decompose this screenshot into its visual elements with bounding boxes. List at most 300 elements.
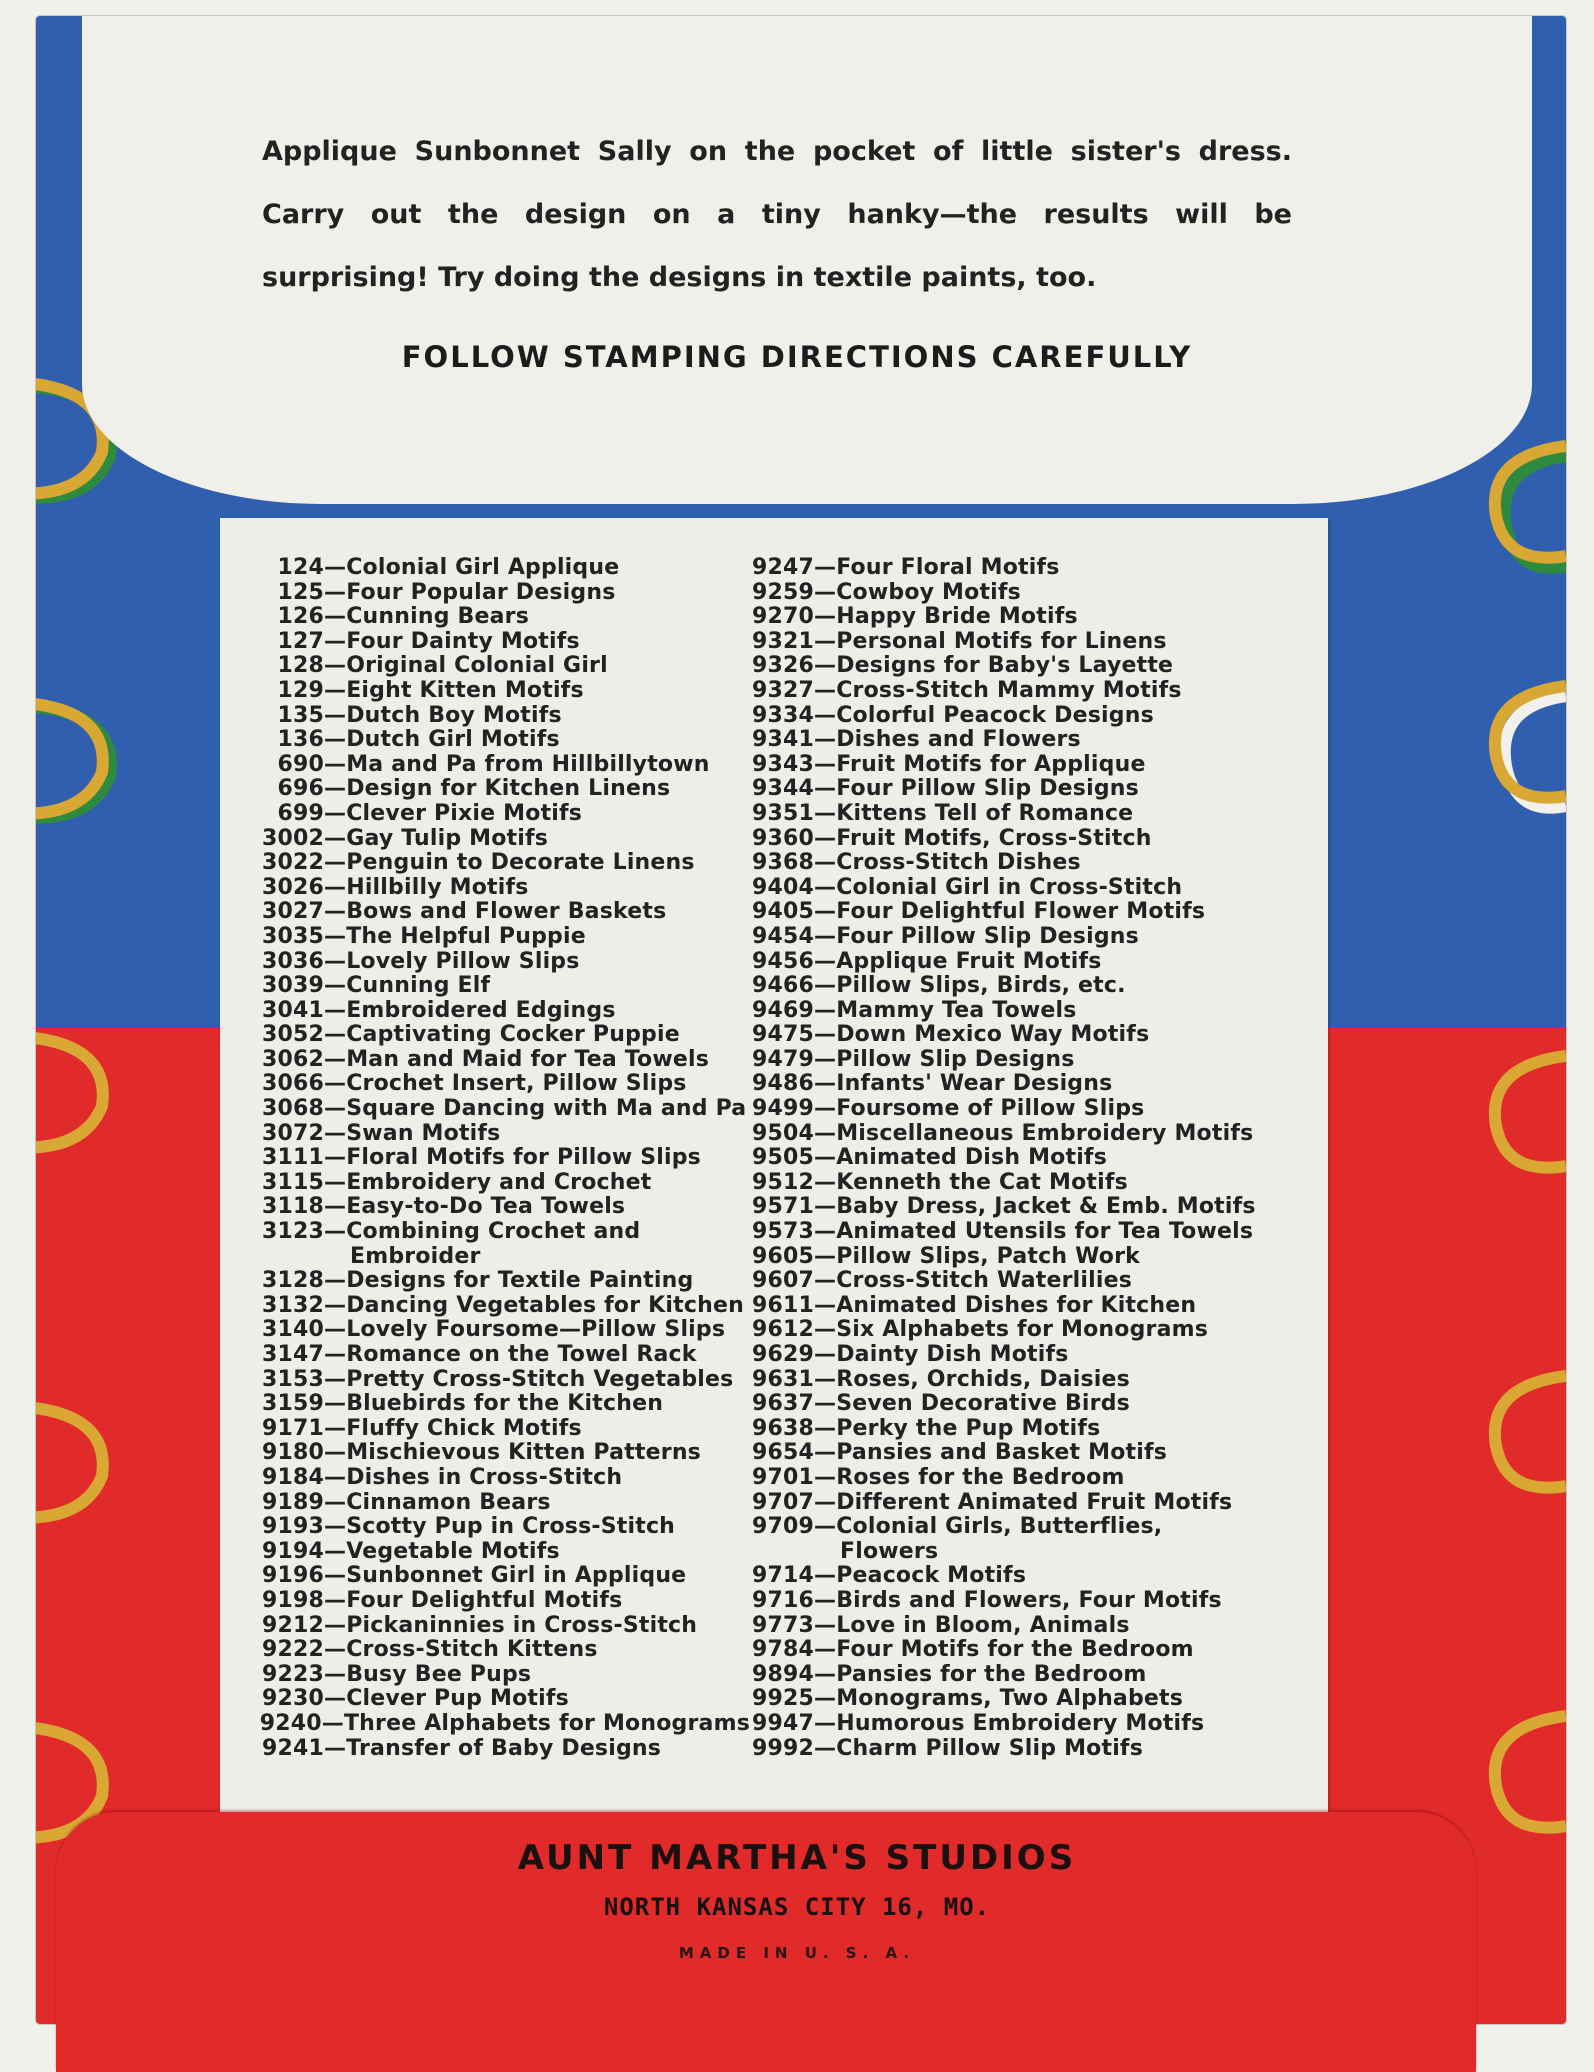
pattern-list-item-continuation [250, 1245, 750, 1270]
dash-separator: — [814, 604, 837, 630]
pattern-list-item [250, 1589, 750, 1614]
pattern-number: 3026 [261, 874, 324, 900]
pattern-list-insert [220, 518, 1328, 1820]
pattern-list-item [250, 1417, 750, 1442]
pattern-list-item [250, 1638, 750, 1663]
pattern-list-item [740, 605, 1310, 630]
pattern-title-continuation: Embroider [350, 1243, 481, 1269]
pattern-title: Designs for Textile Painting [346, 1268, 694, 1294]
dash-separator: — [814, 1464, 837, 1490]
dash-separator: — [324, 1022, 347, 1048]
pattern-list-item [250, 605, 750, 630]
dash-separator: — [324, 1464, 347, 1490]
pattern-list-item [740, 1072, 1310, 1097]
pattern-number: 9611 [751, 1292, 814, 1318]
pattern-list-item [250, 1048, 750, 1073]
pattern-list-item [740, 950, 1310, 975]
dash-separator: — [814, 579, 837, 605]
dash-separator: — [814, 1391, 837, 1417]
dash-separator: — [324, 702, 347, 728]
pattern-title: Cross-Stitch Waterlilies [836, 1268, 1133, 1294]
pattern-title: Hillbilly Motifs [346, 874, 529, 900]
pattern-list-item [250, 777, 750, 802]
pattern-list-item [740, 974, 1310, 999]
flap-instructions: Applique Sunbonnet Sally on the pocket of little sister's dress. Carry out the design on a tiny hanky—the results will be surprising! Try doing the designs in textile paints, too. [262, 136, 1292, 293]
dash-separator: — [324, 628, 347, 654]
pattern-list-item [740, 1245, 1310, 1270]
pattern-number: 3041 [261, 997, 324, 1023]
pattern-list-item [740, 1737, 1310, 1762]
pattern-number: 9992 [751, 1735, 814, 1761]
dash-separator: — [814, 899, 837, 925]
dash-separator: — [324, 1292, 347, 1318]
pattern-number: 9241 [261, 1735, 324, 1761]
pattern-number: 136 [277, 727, 324, 753]
pattern-number: 3066 [261, 1071, 324, 1097]
indent-spacer [250, 1245, 324, 1270]
dash-separator: — [814, 1489, 837, 1515]
dash-separator: — [814, 923, 837, 949]
pattern-list-item [740, 654, 1310, 679]
pattern-title: Cowboy Motifs [836, 579, 1021, 605]
pattern-title: Crochet Insert, Pillow Slips [346, 1071, 687, 1097]
pattern-number: 9327 [751, 677, 814, 703]
pattern-number: 9259 [751, 579, 814, 605]
pattern-list-item [740, 556, 1310, 581]
pattern-list-item [250, 1466, 750, 1491]
dash-separator: — [814, 948, 837, 974]
dash-separator: — [324, 1219, 347, 1245]
pattern-number: 9605 [751, 1243, 814, 1269]
pattern-title: Cinnamon Bears [346, 1489, 551, 1515]
pattern-title: Swan Motifs [346, 1120, 501, 1146]
pattern-title: Foursome of Pillow Slips [836, 1096, 1145, 1122]
dash-separator: — [324, 579, 347, 605]
dash-separator: — [814, 997, 837, 1023]
pattern-title: Colorful Peacock Designs [836, 702, 1154, 728]
pattern-title: Clever Pup Motifs [346, 1686, 569, 1712]
pattern-list-item [740, 1269, 1310, 1294]
dash-separator: — [814, 1046, 837, 1072]
pattern-title-continuation: Flowers [840, 1538, 939, 1564]
pattern-number: 3027 [261, 899, 324, 925]
pattern-number: 9638 [751, 1415, 814, 1441]
pattern-number: 9894 [751, 1661, 814, 1687]
pattern-title: Pansies and Basket Motifs [836, 1440, 1168, 1466]
pattern-title: Square Dancing with Ma and Pa [346, 1096, 747, 1122]
dash-separator: — [324, 1169, 347, 1195]
pattern-title: Different Animated Fruit Motifs [836, 1489, 1233, 1515]
pattern-list-item [250, 581, 750, 606]
dash-separator: — [324, 1415, 347, 1441]
pattern-list-item [250, 1220, 750, 1245]
pattern-title: Animated Dishes for Kitchen [836, 1292, 1197, 1318]
pattern-title: Fruit Motifs, Cross-Stitch [836, 825, 1152, 851]
pattern-list-item [250, 1097, 750, 1122]
pattern-list-item [740, 1023, 1310, 1048]
pattern-list-item [250, 1712, 750, 1737]
studio-address: NORTH KANSAS CITY 16, MO. [603, 1893, 991, 1921]
pattern-title: Combining Crochet and [346, 1219, 641, 1245]
dash-separator: — [814, 1342, 837, 1367]
dash-separator: — [814, 727, 837, 753]
pattern-title: Four Popular Designs [346, 579, 616, 605]
dash-separator: — [814, 1243, 837, 1269]
pattern-title: Sunbonnet Girl in Applique [346, 1563, 687, 1589]
pattern-title: The Helpful Puppie [346, 923, 586, 949]
pattern-title: Happy Bride Motifs [836, 604, 1078, 630]
pattern-title: Dainty Dish Motifs [836, 1342, 1069, 1367]
dash-separator: — [814, 874, 837, 900]
pattern-number: 9334 [751, 702, 814, 728]
dash-separator: — [324, 1366, 347, 1392]
pattern-title: Scotty Pup in Cross-Stitch [346, 1514, 676, 1540]
pattern-list-item [740, 1663, 1310, 1688]
dash-separator: — [324, 1612, 347, 1638]
dash-separator: — [814, 973, 837, 999]
pattern-number: 3052 [261, 1022, 324, 1048]
dash-separator: — [814, 1686, 837, 1712]
pattern-number: 9212 [261, 1612, 324, 1638]
dash-separator: — [324, 1342, 347, 1367]
pattern-title: Applique Fruit Motifs [836, 948, 1102, 974]
dash-separator: — [814, 555, 837, 580]
pattern-list-item [250, 1737, 750, 1762]
pattern-number: 9351 [751, 800, 814, 826]
pattern-number: 126 [277, 604, 324, 630]
pattern-number: 3147 [261, 1342, 324, 1367]
pattern-list-item [740, 1712, 1310, 1737]
dash-separator: — [324, 1391, 347, 1417]
pattern-number: 9504 [751, 1120, 814, 1146]
pattern-list-item [740, 1417, 1310, 1442]
pattern-list-item [740, 1564, 1310, 1589]
pattern-list-item [740, 1195, 1310, 1220]
pattern-number: 9343 [751, 751, 814, 777]
pattern-number: 3128 [261, 1268, 324, 1294]
pattern-title: Romance on the Towel Rack [346, 1342, 697, 1367]
pattern-title: Peacock Motifs [836, 1563, 1027, 1589]
pattern-title: Kenneth the Cat Motifs [836, 1169, 1128, 1195]
dash-separator: — [814, 850, 837, 876]
pattern-number: 9222 [261, 1637, 324, 1663]
dash-separator: — [814, 800, 837, 826]
pattern-number: 3072 [261, 1120, 324, 1146]
pattern-number: 9714 [751, 1563, 814, 1589]
dash-separator: — [814, 1661, 837, 1687]
pattern-list-item [740, 753, 1310, 778]
dash-separator: — [814, 1145, 837, 1171]
pattern-list-item [740, 851, 1310, 876]
pattern-number: 9196 [261, 1563, 324, 1589]
pattern-list-item [250, 851, 750, 876]
pattern-number: 3132 [261, 1292, 324, 1318]
pattern-list-item [740, 1491, 1310, 1516]
pattern-list-item [250, 556, 750, 581]
dash-separator: — [814, 776, 837, 802]
pattern-title: Clever Pixie Motifs [346, 800, 583, 826]
pattern-list-item [250, 728, 750, 753]
pattern-title: Dishes and Flowers [836, 727, 1081, 753]
pattern-title: Lovely Foursome—Pillow Slips [346, 1317, 726, 1343]
pattern-number: 9573 [751, 1219, 814, 1245]
pattern-title: Four Delightful Flower Motifs [836, 899, 1206, 925]
pattern-title: Seven Decorative Birds [836, 1391, 1130, 1417]
pattern-list-item [250, 974, 750, 999]
pattern-number: 9925 [751, 1686, 814, 1712]
pattern-title: Busy Bee Pups [346, 1661, 532, 1687]
pattern-number: 3159 [261, 1391, 324, 1417]
pattern-list-item [740, 1318, 1310, 1343]
pattern-number: 9612 [751, 1317, 814, 1343]
pattern-title: Dutch Girl Motifs [346, 727, 560, 753]
pattern-list-item [740, 1392, 1310, 1417]
pattern-title: Dutch Boy Motifs [346, 702, 562, 728]
pattern-number: 9475 [751, 1022, 814, 1048]
pattern-list-item [740, 1146, 1310, 1171]
dash-separator: — [814, 628, 837, 654]
pattern-list-item [250, 1072, 750, 1097]
pattern-number: 9247 [751, 555, 814, 580]
pattern-title: Three Alphabets for Monograms [343, 1710, 750, 1736]
dash-separator: — [814, 653, 837, 679]
pattern-number: 690 [277, 751, 324, 777]
dash-separator: — [324, 604, 347, 630]
pattern-title: Mischievous Kitten Patterns [346, 1440, 701, 1466]
dash-separator: — [814, 825, 837, 851]
pattern-list-item [250, 1687, 750, 1712]
pattern-title: Design for Kitchen Linens [346, 776, 671, 802]
dash-separator: — [324, 751, 347, 777]
dash-separator: — [814, 1440, 837, 1466]
pattern-title: Bluebirds for the Kitchen [346, 1391, 664, 1417]
pattern-title: Miscellaneous Embroidery Motifs [836, 1120, 1254, 1146]
pattern-list-item [740, 900, 1310, 925]
dash-separator: — [324, 1194, 347, 1220]
pattern-list-item [740, 876, 1310, 901]
dash-separator: — [324, 1120, 347, 1146]
pattern-title: Pickaninnies in Cross-Stitch [346, 1612, 698, 1638]
dash-separator: — [324, 1096, 347, 1122]
pattern-title: Gay Tulip Motifs [346, 825, 549, 851]
pattern-title: Charm Pillow Slip Motifs [836, 1735, 1143, 1761]
dash-separator: — [814, 1612, 837, 1638]
pattern-list-item [740, 1097, 1310, 1122]
pattern-number: 9171 [261, 1415, 324, 1441]
pattern-number: 135 [277, 702, 324, 728]
dash-separator: — [814, 1219, 837, 1245]
pattern-number: 9189 [261, 1489, 324, 1515]
pattern-number: 9505 [751, 1145, 814, 1171]
pattern-list-item [740, 679, 1310, 704]
pattern-title: Fruit Motifs for Applique [836, 751, 1146, 777]
dash-separator: — [321, 1710, 344, 1736]
dash-separator: — [814, 1563, 837, 1589]
pattern-list-left [250, 556, 750, 1761]
dash-separator: — [324, 899, 347, 925]
dash-separator: — [324, 1661, 347, 1687]
pattern-list-item [250, 654, 750, 679]
pattern-title: Humorous Embroidery Motifs [836, 1710, 1205, 1736]
dash-separator: — [814, 1292, 837, 1318]
dash-separator: — [814, 1194, 837, 1220]
pattern-number: 696 [277, 776, 324, 802]
pattern-list-item [740, 581, 1310, 606]
pattern-title: Animated Dish Motifs [836, 1145, 1107, 1171]
pattern-number: 3002 [261, 825, 324, 851]
pattern-number: 3111 [261, 1145, 324, 1171]
pattern-list-item [250, 999, 750, 1024]
dash-separator: — [814, 1317, 837, 1343]
pattern-number: 9947 [751, 1710, 814, 1736]
pattern-list-item [740, 1589, 1310, 1614]
pattern-list-item-continuation [740, 1540, 1310, 1565]
pattern-list-item [250, 1564, 750, 1589]
pattern-list-item [250, 1441, 750, 1466]
dash-separator: — [814, 1096, 837, 1122]
pattern-title: Love in Bloom, Animals [836, 1612, 1130, 1638]
pattern-number: 9784 [751, 1637, 814, 1663]
pattern-title: Man and Maid for Tea Towels [346, 1046, 710, 1072]
dash-separator: — [814, 1735, 837, 1761]
pattern-title: Original Colonial Girl [346, 653, 608, 679]
pattern-list-item [250, 1146, 750, 1171]
pattern-list-item [740, 1343, 1310, 1368]
pattern-title: Ma and Pa from Hillbillytown [346, 751, 710, 777]
pattern-title: Four Dainty Motifs [346, 628, 580, 654]
pattern-number: 3153 [261, 1366, 324, 1392]
pattern-number: 9469 [751, 997, 814, 1023]
pattern-title: Kittens Tell of Romance [836, 800, 1134, 826]
dash-separator: — [324, 727, 347, 753]
pattern-title: Animated Utensils for Tea Towels [836, 1219, 1254, 1245]
dash-separator: — [324, 653, 347, 679]
pattern-title: Captivating Cocker Puppie [346, 1022, 680, 1048]
studio-name: AUNT MARTHA'S STUDIOS [517, 1838, 1077, 1878]
pattern-list-item [740, 1687, 1310, 1712]
pattern-list-item [250, 950, 750, 975]
dash-separator: — [324, 677, 347, 703]
pattern-title: Pillow Slips, Birds, etc. [836, 973, 1126, 999]
pattern-title: Six Alphabets for Monograms [836, 1317, 1209, 1343]
pattern-number: 9499 [751, 1096, 814, 1122]
pattern-number: 9360 [751, 825, 814, 851]
pattern-number: 3068 [261, 1096, 324, 1122]
pattern-number: 3062 [261, 1046, 324, 1072]
pattern-list-item [740, 777, 1310, 802]
dash-separator: — [324, 874, 347, 900]
pattern-list-item [740, 1122, 1310, 1147]
pattern-title: Four Delightful Motifs [346, 1587, 623, 1613]
pattern-list-item [250, 1491, 750, 1516]
dash-separator: — [324, 800, 347, 826]
dash-separator: — [324, 1046, 347, 1072]
pattern-number: 9193 [261, 1514, 324, 1540]
dash-separator: — [814, 1071, 837, 1097]
pattern-list-item [250, 1614, 750, 1639]
pattern-list-item [250, 925, 750, 950]
pattern-number: 9607 [751, 1268, 814, 1294]
pattern-title: Dishes in Cross-Stitch [346, 1464, 623, 1490]
pattern-list-item [250, 679, 750, 704]
made-in-label: MADE IN U. S. A. [678, 1944, 916, 1962]
pattern-list-item [250, 630, 750, 655]
pattern-list-item [740, 827, 1310, 852]
pattern-list-item [250, 1122, 750, 1147]
pattern-title: Personal Motifs for Linens [836, 628, 1167, 654]
pattern-title: Cunning Elf [346, 973, 491, 999]
pattern-number: 9716 [751, 1587, 814, 1613]
pattern-title: Pillow Slips, Patch Work [836, 1243, 1140, 1269]
pattern-list-item [740, 1220, 1310, 1245]
dash-separator: — [324, 997, 347, 1023]
pattern-number: 9486 [751, 1071, 814, 1097]
pattern-list-item [740, 1638, 1310, 1663]
pattern-list-item [250, 1318, 750, 1343]
dash-separator: — [814, 1637, 837, 1663]
dash-separator: — [814, 1415, 837, 1441]
pattern-list-item [250, 704, 750, 729]
pattern-list-item [250, 1515, 750, 1540]
pattern-number: 9194 [261, 1538, 324, 1564]
pattern-list-item [250, 827, 750, 852]
dash-separator: — [324, 948, 347, 974]
pattern-number: 128 [277, 653, 324, 679]
pattern-number: 9773 [751, 1612, 814, 1638]
pattern-title: Easy-to-Do Tea Towels [346, 1194, 626, 1220]
dash-separator: — [814, 702, 837, 728]
pattern-number: 9321 [751, 628, 814, 654]
pattern-number: 3039 [261, 973, 324, 999]
pattern-number: 9404 [751, 874, 814, 900]
pattern-number: 124 [277, 555, 324, 580]
pattern-number: 9180 [261, 1440, 324, 1466]
pattern-list-item [740, 728, 1310, 753]
pattern-number: 127 [277, 628, 324, 654]
pattern-list-item [250, 753, 750, 778]
pattern-title: Four Pillow Slip Designs [836, 923, 1139, 949]
pattern-number: 3035 [261, 923, 324, 949]
pattern-title: Down Mexico Way Motifs [836, 1022, 1150, 1048]
pattern-title: Embroidered Edgings [346, 997, 616, 1023]
dash-separator: — [324, 973, 347, 999]
pattern-title: Cross-Stitch Dishes [836, 850, 1081, 876]
pattern-title: Mammy Tea Towels [836, 997, 1077, 1023]
dash-separator: — [814, 1710, 837, 1736]
pattern-number: 9454 [751, 923, 814, 949]
pattern-title: Designs for Baby's Layette [836, 653, 1174, 679]
pattern-title: Floral Motifs for Pillow Slips [346, 1145, 701, 1171]
dash-separator: — [324, 1563, 347, 1589]
pattern-number: 9368 [751, 850, 814, 876]
pattern-list-item [740, 1171, 1310, 1196]
pattern-list-item [250, 1294, 750, 1319]
pattern-number: 9629 [751, 1342, 814, 1367]
pattern-title: Cross-Stitch Kittens [346, 1637, 598, 1663]
pattern-list-item [250, 900, 750, 925]
pattern-list-item [740, 925, 1310, 950]
dash-separator: — [814, 1022, 837, 1048]
pattern-list-item [250, 1171, 750, 1196]
pattern-number: 3115 [261, 1169, 324, 1195]
pattern-title: Four Floral Motifs [836, 555, 1060, 580]
pattern-list-item [250, 1269, 750, 1294]
pattern-title: Lovely Pillow Slips [346, 948, 580, 974]
pattern-title: Penguin to Decorate Linens [346, 850, 695, 876]
pattern-list-item [740, 1294, 1310, 1319]
pattern-list-item [250, 1195, 750, 1220]
pattern-list-item [250, 802, 750, 827]
